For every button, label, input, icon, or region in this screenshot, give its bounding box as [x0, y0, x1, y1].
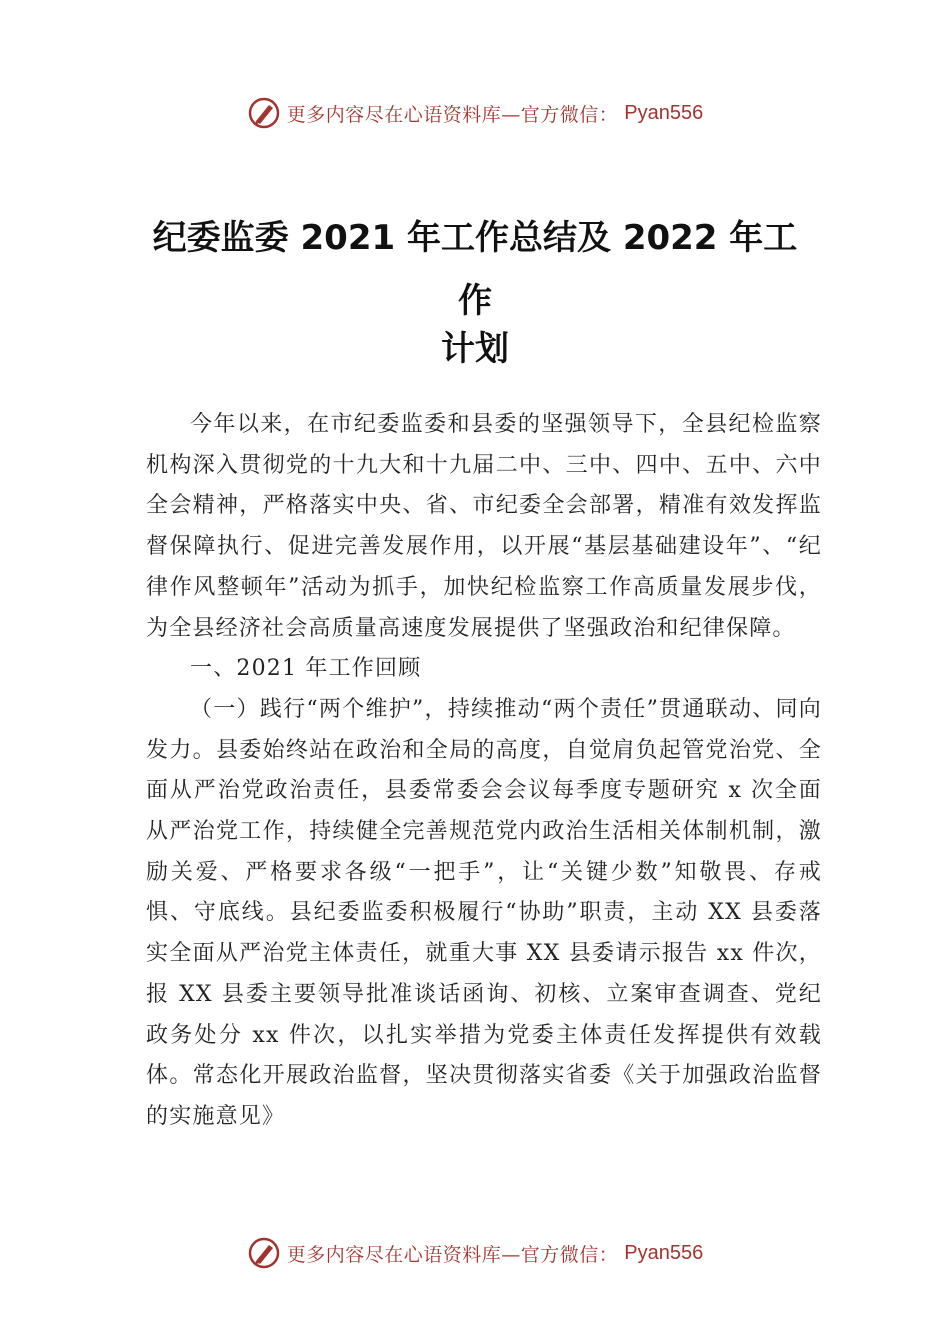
watermark-wechat-id: Pyan556	[624, 1241, 704, 1264]
watermark-text: 更多内容尽在心语资料库—官方微信：	[286, 103, 619, 126]
watermark-banner-bottom	[0, 1233, 950, 1273]
watermark-banner-top	[0, 93, 950, 133]
section-heading: 一、2021 年工作回顾	[190, 656, 422, 682]
pen-logo-icon	[247, 1236, 281, 1270]
document-title-line-1: 纪委监委 2021 年工作总结及 2022 年工	[152, 218, 798, 258]
watermark-text: 更多内容尽在心语资料库—官方微信：	[286, 1243, 619, 1266]
pen-logo-icon	[247, 96, 281, 130]
section-paragraph: （一）践行“两个维护”，持续推动“两个责任”贯通联动、同向发力。县委始终站在政治和全局的高度，自觉肩负起管党治党、全面从严治党政治责任，县委常委会会议每季度专题研究 x 次全面从严治党工作，持续健全完善规范党内政治生活相关体制机制，激励关爱、严格要求各级“一把手”，让“关键少数”知敬畏、存戒惧、守底线。县纪委监委积极履行“协助”职责，主动 XX 县委落实全面从严治党主体责任，就重大事 XX 县委请示报告 xx 件次，报 XX 县委主要领导批准谈话函询、初核、立案审查调查、党纪政务处分 xx 件次，以扎实举措为党委主体责任发挥提供有效载体。常态化开展政治监督，坚决贯彻落实省委《关于加强政治监督的实施意见》	[146, 696, 822, 1129]
watermark-wechat-id: Pyan556	[624, 101, 704, 124]
document-title-line-3: 计划	[441, 329, 509, 369]
document-body	[146, 405, 822, 1138]
document-title-line-2: 作	[458, 281, 492, 321]
intro-paragraph: 今年以来，在市纪委监委和县委的坚强领导下，全县纪检监察机构深入贯彻党的十九大和十九届二中、三中、四中、五中、六中全会精神，严格落实中央、省、市纪委全会部署，精准有效发挥监督保障执行、促进完善发展作用，以开展“基层基础建设年”、“纪律作风整顿年”活动为抓手，加快纪检监察工作高质量发展步伐，为全县经济社会高质量高速度发展提供了坚强政治和纪律保障。	[146, 412, 822, 641]
